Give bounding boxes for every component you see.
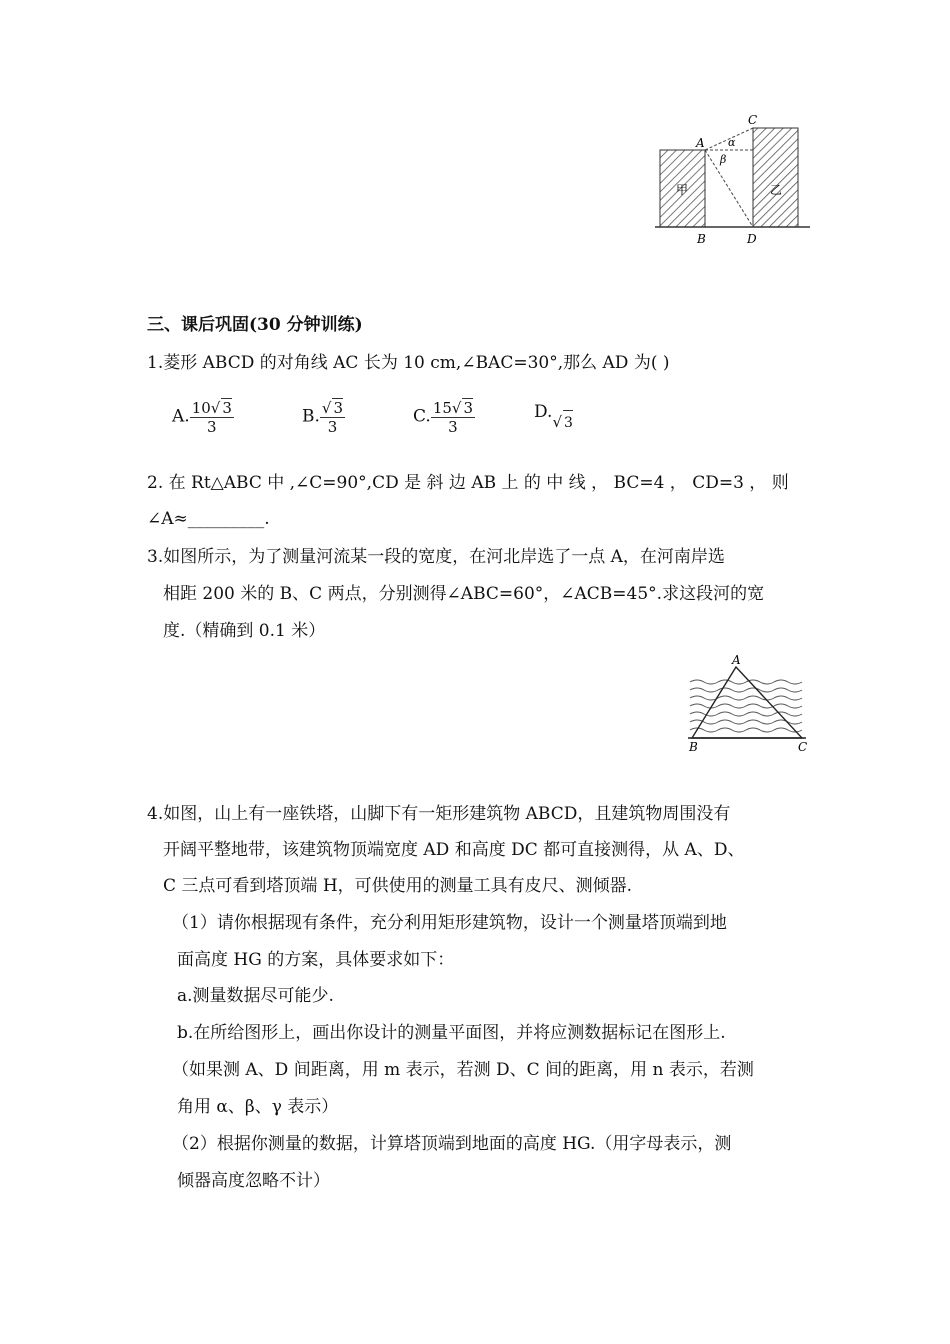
q1-option-b[interactable] — [302, 398, 345, 436]
option-c-label: C. — [413, 406, 431, 427]
q4-part2-line2: 倾器高度忽略不计） — [177, 1171, 330, 1191]
label-a: A — [732, 653, 741, 667]
option-b-fraction: $\frac{√ 3}{3}$ — [321, 399, 344, 436]
q1-stem: 1.菱形 ABCD 的对角线 AC 长为 10 cm,∠BAC=30°,那么 AD 为( ) — [147, 353, 670, 373]
q4-req-b: b.在所给图形上，画出你设计的测量平面图，并将应测数据标记在图形上. — [177, 1023, 726, 1043]
option-d-label: D. — [534, 402, 553, 422]
option-d-value: √ 3 — [552, 415, 572, 431]
triangle-abc — [692, 667, 802, 738]
label-c: C — [748, 113, 758, 127]
label-b: B — [689, 740, 698, 754]
q4-line1: 4.如图，山上有一座铁塔，山脚下有一矩形建筑物 ABCD，且建筑物周围没有 — [147, 804, 731, 824]
section-title: 三、课后巩固(30 分钟训练) — [147, 315, 363, 335]
q3-line2: 相距 200 米的 B、C 两点，分别测得∠ABC=60°，∠ACB=45°.求这段河的宽 — [163, 584, 765, 604]
option-a-label: A. — [172, 406, 190, 427]
q4-part2-line1: （2）根据你测量的数据，计算塔顶端到地面的高度 HG.（用字母表示，测 — [172, 1134, 732, 1154]
label-d: D — [747, 232, 757, 246]
q1-option-c[interactable] — [413, 398, 475, 436]
building-yi — [753, 128, 798, 227]
sight-line-ad — [705, 150, 753, 227]
q4-line3: C 三点可看到塔顶端 H，可供使用的测量工具有皮尺、测倾器. — [163, 876, 633, 896]
q4-line2: 开阔平整地带，该建筑物顶端宽度 AD 和高度 DC 都可直接测得，从 A、D、 — [163, 840, 745, 860]
buildings-figure — [650, 108, 815, 248]
q4-note-line2: 角用 α、β、γ 表示） — [177, 1097, 339, 1117]
label-a: A — [696, 136, 705, 150]
q4-note-line1: （如果测 A、D 间距离，用 m 表示，若测 D、C 间的距离，用 n 表示，若测 — [172, 1060, 754, 1080]
q3-line1: 3.如图所示，为了测量河流某一段的宽度，在河北岸选了一点 A，在河南岸选 — [147, 547, 725, 567]
option-c-fraction: $\frac{15√ 3}{3}$ — [432, 399, 474, 436]
q4-part1-line1: （1）请你根据现有条件，充分利用矩形建筑物，设计一个测量塔顶端到地 — [172, 913, 727, 933]
q1-option-d[interactable] — [534, 400, 573, 431]
q2-line2: ∠A≈_________. — [147, 509, 270, 529]
label-c: C — [798, 740, 808, 754]
q4-req-a: a.测量数据尽可能少. — [177, 986, 334, 1006]
q3-line3: 度.（精确到 0.1 米） — [163, 621, 326, 641]
label-alpha: α — [728, 136, 736, 149]
q4-part1-line2: 面高度 HG 的方案，具体要求如下： — [177, 950, 455, 970]
q2-line1: 2. 在 Rt△ABC 中 ,∠C=90°,CD 是 斜 边 AB 上 的 中 线 ， BC=4 ， CD=3 ， 则 — [147, 473, 789, 493]
river-figure — [682, 652, 812, 754]
label-b: B — [697, 232, 706, 246]
label-jia: 甲 — [676, 183, 689, 197]
label-yi: 乙 — [770, 183, 783, 197]
label-beta: β — [720, 153, 727, 166]
option-a-fraction: $\frac{10√ 3}{3}$ — [191, 399, 232, 436]
option-b-label: B. — [302, 406, 320, 427]
q1-option-a[interactable] — [172, 398, 234, 436]
